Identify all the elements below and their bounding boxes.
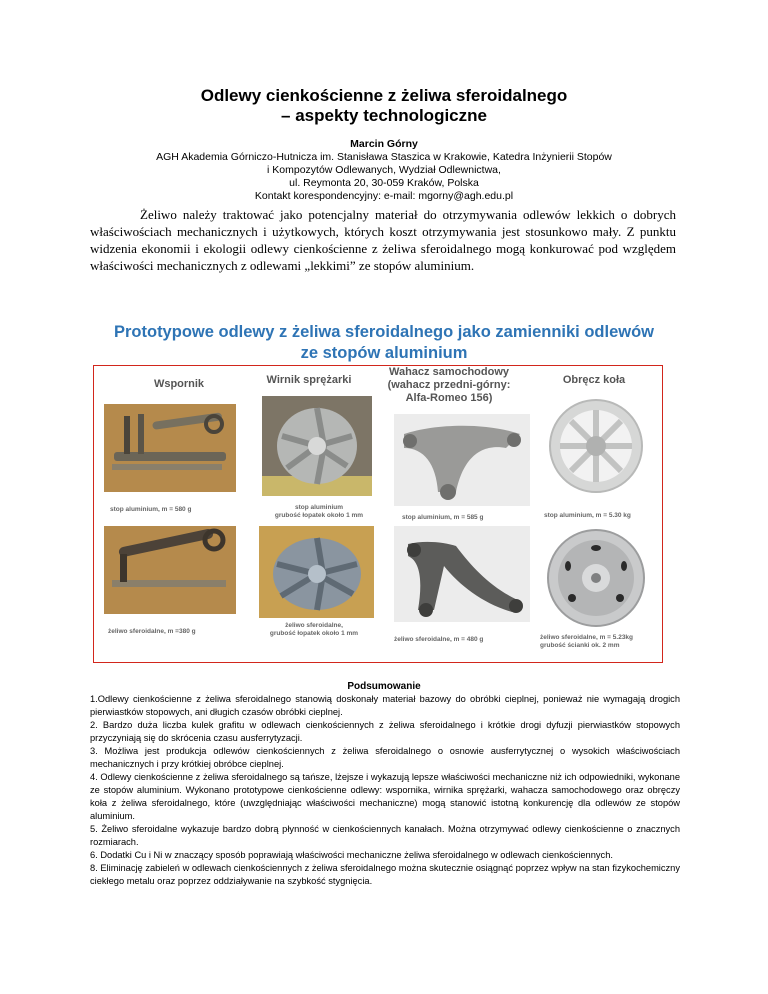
compressor-aluminium-label-line-2: grubość łopatek około 1 mm — [274, 512, 364, 519]
control-arm-aluminium-label: stop aluminium, m = 585 g — [402, 514, 484, 521]
summary-list — [90, 693, 680, 888]
affiliation-line-2: i Kompozytów Odlewanych, Wydział Odlewnictwa, — [267, 164, 501, 176]
summary-item: 4. Odlewy cienkościenne z żeliwa sferoidalnego są tańsze, lżejsze i wykazują lepsze właściwości mechaniczne niż ich odpowiedniki, wykonane ze stopów aluminium. Wykonano prototypowe cienkościenne odlewy: wspornika, wirnika sprężarki, wahacza samochodowego oraz obręczy koła z żeliwa sferoidalnego, które (uwzględniając właściwości mechaniczne) mogą stanowić istotną konkurencję dla odlewów ze stopów aluminium. — [90, 772, 680, 821]
author-block — [60, 138, 708, 203]
title-line-1: Odlewy cienkościenne z żeliwa sferoidalnego — [200, 86, 568, 105]
title-line-2: – aspekty technologiczne — [281, 106, 487, 125]
section-title-line-1: Prototypowe odlewy z żeliwa sferoidalnego jako zamienniki odlewów — [113, 323, 655, 341]
bracket-aluminium-photo — [104, 404, 236, 492]
control-arm-aluminium-photo — [394, 414, 530, 506]
summary-item: 8. Eliminację zabieleń w odlewach cienkościennych z żeliwa sferoidalnego można skutecznie osiągnąć poprzez wpływ na stan fizykochemiczny ciekłego metalu oraz poprzez oddziaływanie na szybkość stygnięcia. — [90, 863, 680, 886]
wheel-rim-aluminium-label: stop aluminium, m = 5.30 kg — [544, 512, 631, 519]
paper-title — [0, 86, 768, 126]
summary-item: 6. Dodatki Cu i Ni w znaczący sposób poprawiają właściwości mechaniczne żeliwa sferoidalnego w odlewach cienkościennych. — [90, 850, 613, 860]
caption-control-arm-line-2: (wahacz przedni-górny: — [387, 379, 511, 391]
address: ul. Reymonta 20, 30-059 Kraków, Polska — [289, 177, 479, 189]
caption-control-arm-line-1: Wahacz samochodowy — [388, 366, 509, 378]
wheel-rim-iron-label-line-1: żeliwo sferoidalne, m = 5.23kg — [540, 634, 634, 641]
affiliation-line-1: AGH Akademia Górniczo-Hutnicza im. Stanisława Staszica w Krakowie, Katedra Inżynierii Stopów — [156, 151, 612, 163]
wheel-rim-iron-label — [540, 634, 633, 650]
compressor-iron-label-line-2: grubość łopatek około 1 mm — [269, 630, 359, 637]
summary-heading: Podsumowanie — [347, 681, 421, 692]
caption-compressor-wheel: Wirnik sprężarki — [266, 374, 352, 386]
abstract-paragraph: Żeliwo należy traktować jako potencjalny materiał do otrzymywania odlewów lekkich o dobrych właściwościach mechanicznych i użytkowych, których koszt otrzymywania jest stosunkowo mały. Z punktu widzenia ekonomii i ekologii odlewy cienkościenne z żeliwa sferoidalnego mogą konkurować pod względem właściwości mechanicznych z odlewami „lekkimi” ze stopów aluminium. — [90, 207, 676, 273]
comparison-figure — [93, 365, 663, 663]
bracket-iron-label: żeliwo sferoidalne, m =380 g — [108, 628, 196, 635]
caption-wheel-rim: Obręcz koła — [562, 374, 626, 386]
compressor-wheel-iron-photo — [259, 526, 374, 618]
caption-control-arm-line-3: Alfa-Romeo 156) — [405, 392, 493, 404]
caption-bracket: Wspornik — [153, 378, 205, 390]
wheel-rim-iron-label-line-2: grubość ścianki ok. 2 mm — [540, 642, 620, 649]
compressor-aluminium-label-line-1: stop aluminium — [294, 504, 344, 511]
contact-email: Kontakt korespondencyjny: e-mail: mgorny@agh.edu.pl — [254, 190, 514, 202]
wheel-rim-aluminium-photo — [546, 396, 646, 496]
compressor-iron-label — [254, 622, 374, 638]
author-name: Marcin Górny — [350, 138, 418, 150]
compressor-aluminium-label — [259, 504, 379, 520]
summary-item: 3. Możliwa jest produkcja odlewów cienkościennych z żeliwa sferoidalnego o osnowie ausferrytycznej o wysokich właściwościach mechanicznych i przy krótkiej obróbce cieplnej. — [90, 746, 680, 769]
bracket-iron-photo — [104, 526, 236, 614]
control-arm-iron-photo — [394, 526, 530, 622]
compressor-wheel-aluminium-photo — [262, 396, 372, 496]
compressor-iron-label-line-1: żeliwo sferoidalne, — [285, 622, 343, 629]
summary-item: 5. Żeliwo sferoidalne wykazuje bardzo dobrą płynność w cienkościennych kanałach. Można otrzymywać odlewy cienkościenne o znacznych rozmiarach. — [90, 824, 680, 847]
control-arm-iron-label: żeliwo sferoidalne, m = 480 g — [394, 636, 484, 643]
summary-item: 2. Bardzo duża liczba kulek grafitu w odlewach cienkościennych z żeliwa sferoidalnego i krótkie drogi dyfuzji pierwiastków stopowych przyczyniają się do skrócenia czasu ausferrytyzacji. — [90, 720, 680, 743]
wheel-rim-iron-photo — [544, 526, 648, 630]
bracket-aluminium-label: stop aluminium, m = 580 g — [110, 506, 192, 513]
section-title-line-2: ze stopów aluminium — [300, 344, 468, 362]
caption-control-arm — [374, 366, 524, 405]
section-title — [0, 322, 768, 364]
summary-item: 1.Odlewy cienkościenne z żeliwa sferoidalnego stanowią doskonały materiał bazowy do obróbki cieplnej, ponieważ nie wymagają drogich pierwiastków stopowych, ani długich czasów obróbki cieplnej. — [90, 694, 680, 717]
